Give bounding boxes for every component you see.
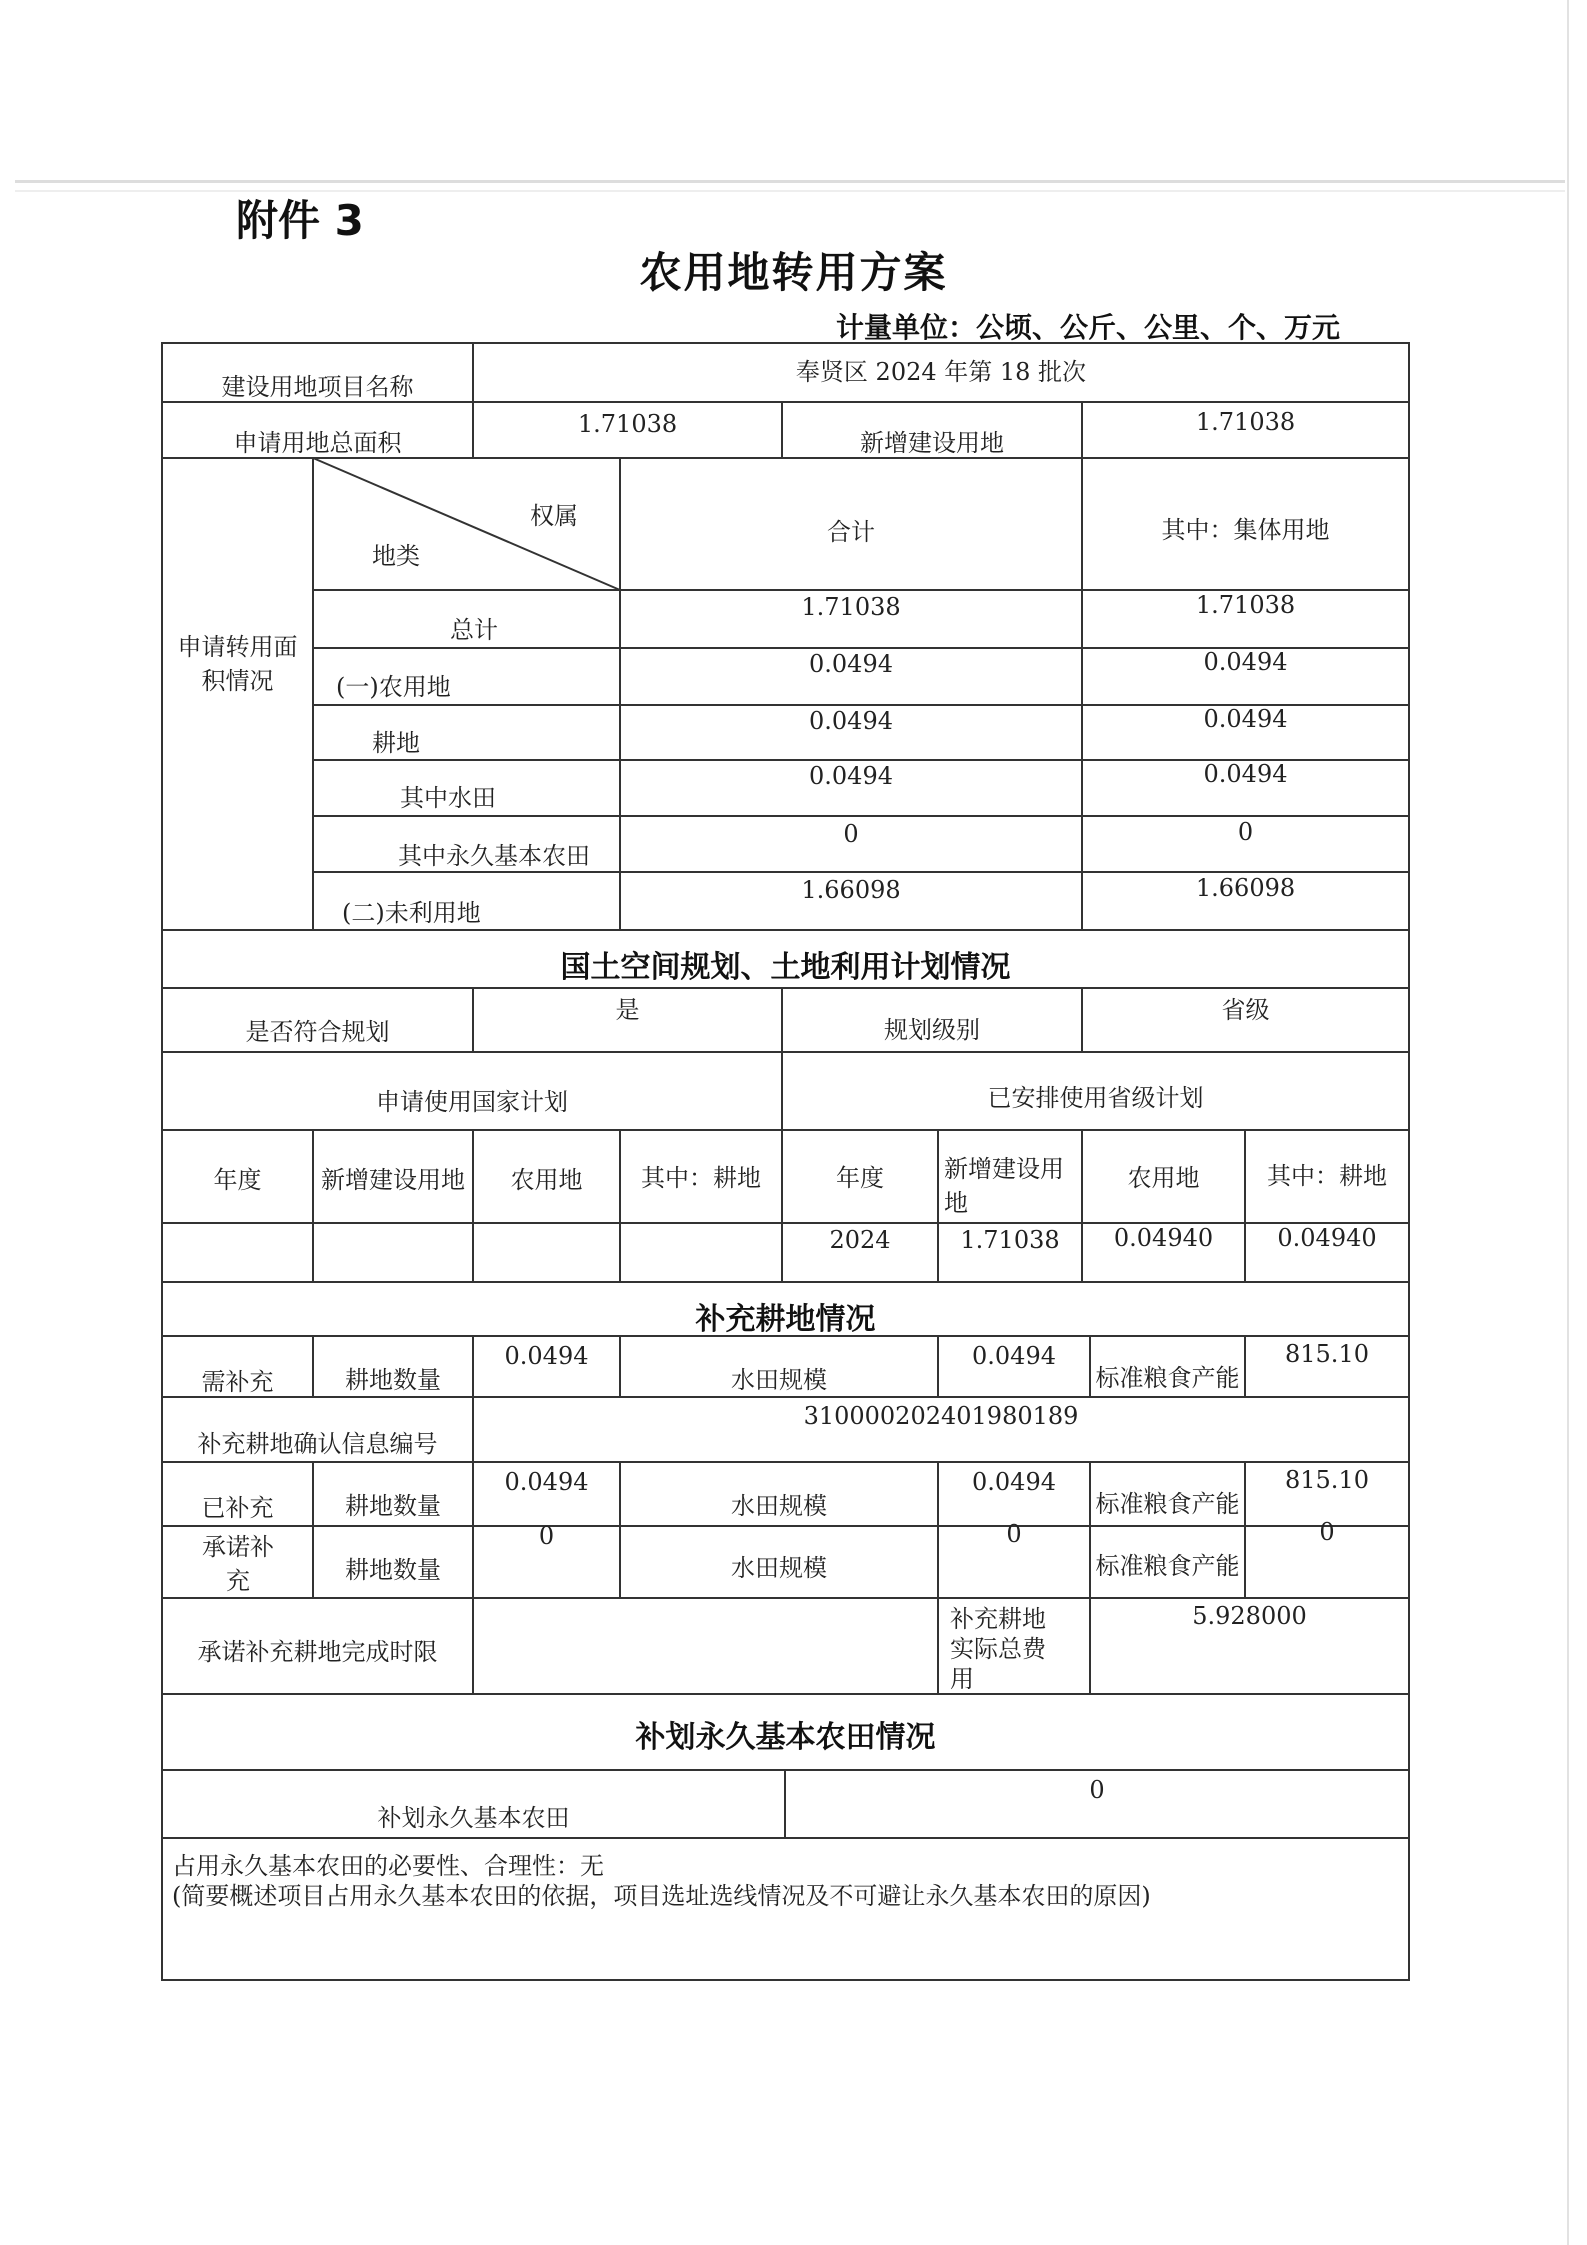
row-label: 其中永久基本农田 <box>398 842 590 870</box>
done-grain-value: 815.10 <box>1285 1466 1369 1494</box>
cost-label: 补充耕地实际总费用 <box>950 1605 1046 1693</box>
promise-qty-value: 0 <box>538 1522 555 1550</box>
page-title: 农用地转用方案 <box>639 248 948 297</box>
need-qty-value: 0.0494 <box>504 1342 589 1370</box>
diagonal-landtype-label: 地类 <box>372 542 420 570</box>
paddy-label: 水田规模 <box>731 1492 827 1520</box>
plan-col-header: 年度 <box>836 1164 884 1192</box>
plan-col-header: 其中：耕地 <box>641 1164 761 1192</box>
row-total-value: 0 <box>843 820 859 848</box>
attachment-label: 附件 3 <box>236 196 364 245</box>
col-collective-header: 其中：集体用地 <box>1161 516 1330 544</box>
done-qty-value: 0.0494 <box>504 1468 589 1496</box>
qty-label: 耕地数量 <box>345 1492 441 1520</box>
diagonal-ownership-label: 权属 <box>530 502 578 530</box>
confirm-id-value: 310000202401980189 <box>803 1402 1079 1430</box>
row-label: 其中水田 <box>400 784 496 812</box>
paddy-label: 水田规模 <box>731 1366 827 1394</box>
plan-value: 2024 <box>829 1226 891 1254</box>
row-total-value: 1.71038 <box>801 593 901 621</box>
basic-farmland-value: 0 <box>1089 1776 1105 1804</box>
unit-label: 计量单位：公顷、公斤、公里、个、万元 <box>836 311 1341 344</box>
paddy-label: 水田规模 <box>731 1554 827 1582</box>
row-collective-value: 0.0494 <box>1203 648 1288 676</box>
cost-value: 5.928000 <box>1192 1602 1307 1630</box>
col-total-header: 合计 <box>827 518 875 546</box>
need-supplement-label: 需补充 <box>201 1368 274 1396</box>
farmland-note: 占用永久基本农田的必要性、合理性：无 <box>172 1852 604 1880</box>
conform-value: 是 <box>615 996 640 1024</box>
conversion-side-label: 申请转用面积情况 <box>177 633 298 695</box>
basic-farmland-label: 补划永久基本农田 <box>377 1804 570 1832</box>
planning-heading: 国土空间规划、土地利用计划情况 <box>560 950 1011 985</box>
need-grain-value: 815.10 <box>1285 1340 1369 1368</box>
total-area-label: 申请用地总面积 <box>233 429 402 457</box>
row-collective-value: 0 <box>1237 818 1254 846</box>
promise-supplement-label: 承诺补充 <box>202 1533 274 1595</box>
grain-label: 标准粮食产能 <box>1095 1552 1240 1580</box>
plan-col-header: 农用地 <box>510 1166 583 1194</box>
grain-label: 标准粮食产能 <box>1095 1490 1240 1518</box>
conform-label: 是否符合规划 <box>245 1018 390 1046</box>
plan-value: 0.04940 <box>1113 1224 1214 1252</box>
grain-label: 标准粮食产能 <box>1095 1364 1240 1392</box>
plan-col-header: 年度 <box>213 1166 262 1194</box>
qty-label: 耕地数量 <box>345 1366 441 1394</box>
project-name-value: 奉贤区 2024 年第 18 批次 <box>795 358 1087 386</box>
row-total-value: 1.66098 <box>801 876 901 904</box>
plan-col-header: 新增建设用地 <box>944 1155 1064 1217</box>
plan-level-value: 省级 <box>1221 996 1270 1024</box>
new-construction-label: 新增建设用地 <box>860 429 1004 457</box>
need-paddy-value: 0.0494 <box>972 1342 1056 1370</box>
total-area-value: 1.71038 <box>577 410 678 438</box>
supplement-heading: 补充耕地情况 <box>695 1302 876 1337</box>
row-label: 耕地 <box>372 729 420 757</box>
plan-col-header: 新增建设用地 <box>321 1166 465 1194</box>
promise-grain-value: 0 <box>1319 1518 1335 1546</box>
promise-paddy-value: 0 <box>1006 1520 1022 1548</box>
provincial-plan-label: 已安排使用省级计划 <box>987 1084 1204 1112</box>
qty-label: 耕地数量 <box>345 1556 441 1584</box>
row-total-value: 0.0494 <box>809 650 893 678</box>
done-paddy-value: 0.0494 <box>972 1468 1056 1496</box>
row-collective-value: 1.66098 <box>1195 874 1296 902</box>
plan-value: 1.71038 <box>960 1226 1060 1254</box>
basic-farmland-heading: 补划永久基本农田情况 <box>635 1720 936 1755</box>
row-label: 总计 <box>450 616 498 644</box>
row-collective-value: 0.0494 <box>1203 760 1288 788</box>
new-construction-value: 1.71038 <box>1195 408 1296 436</box>
plan-level-label: 规划级别 <box>884 1016 980 1044</box>
plan-value: 0.04940 <box>1277 1224 1377 1252</box>
done-supplement-label: 已补充 <box>201 1494 274 1522</box>
plan-col-header: 农用地 <box>1127 1164 1200 1192</box>
row-total-value: 0.0494 <box>809 762 893 790</box>
row-collective-value: 0.0494 <box>1203 705 1288 733</box>
plan-col-header: 其中：耕地 <box>1267 1162 1387 1190</box>
project-name-label: 建设用地项目名称 <box>221 373 414 401</box>
row-label: (一)农用地 <box>336 673 451 701</box>
deadline-label: 承诺补充耕地完成时限 <box>197 1638 438 1666</box>
farmland-note-hint: (简要概述项目占用永久基本农田的依据，项目选址选线情况及不可避让永久基本农田的原因) <box>172 1882 1151 1910</box>
national-plan-label: 申请使用国家计划 <box>376 1088 568 1116</box>
row-total-value: 0.0494 <box>809 707 893 735</box>
confirm-id-label: 补充耕地确认信息编号 <box>197 1430 438 1458</box>
row-label: (二)未利用地 <box>342 899 481 927</box>
row-collective-value: 1.71038 <box>1195 591 1296 619</box>
